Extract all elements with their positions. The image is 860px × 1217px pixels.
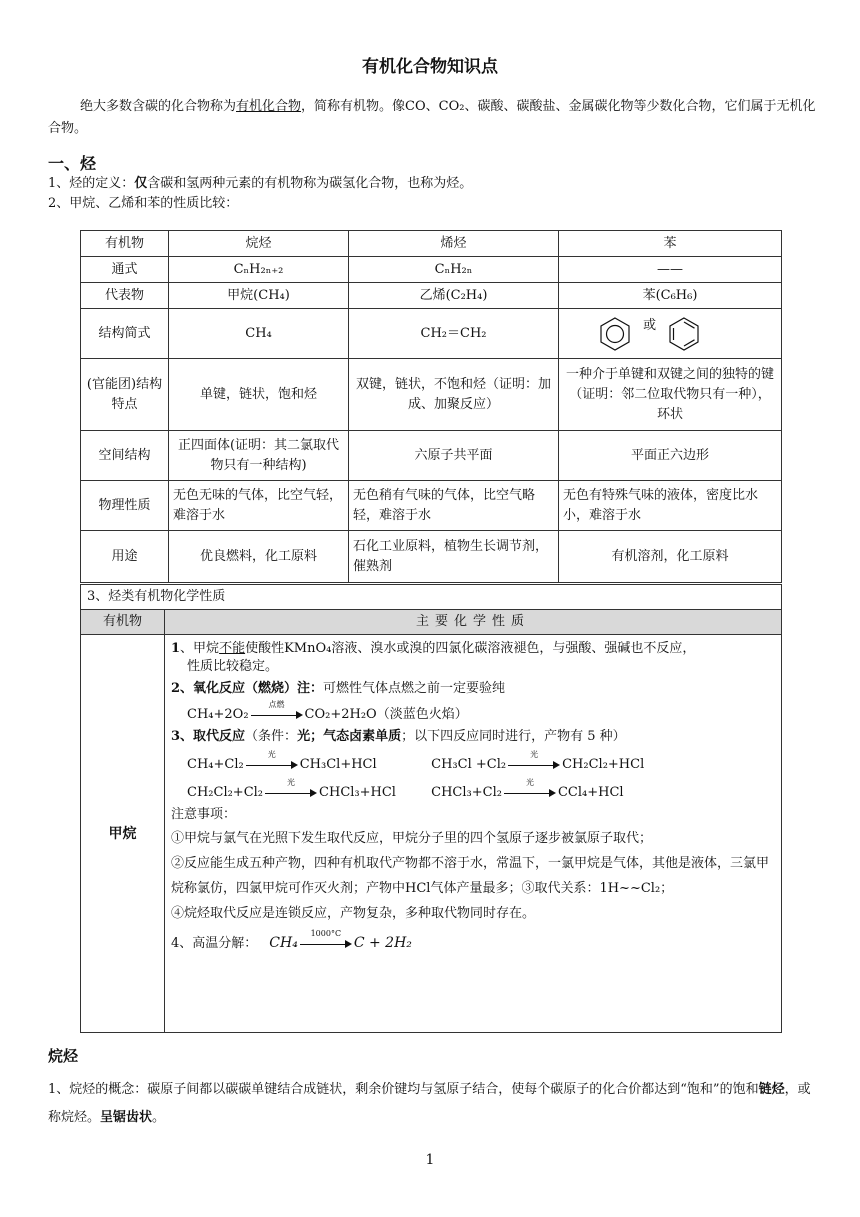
table-row	[81, 283, 782, 309]
def-text: 含碳和氢两种元素的有机物称为碳氢化合物，也称为烃。	[147, 176, 473, 191]
table-row	[81, 309, 782, 359]
table-cell: ——	[559, 257, 782, 283]
arrow-condition: 点燃	[268, 699, 285, 709]
equation	[187, 777, 427, 804]
p3-text: （条件：	[245, 729, 298, 744]
eq-left: CH₃Cl +Cl₂	[431, 757, 507, 772]
table-cell: 平面正六边形	[559, 431, 782, 481]
row-label: 结构简式	[81, 309, 169, 359]
property-4	[171, 928, 775, 955]
chemical-properties-table	[80, 584, 782, 1033]
table-cell: 甲烷(CH₄)	[169, 283, 349, 309]
eq-right: CHCl₃+HCl	[319, 785, 396, 800]
alkane-text-2: ，或称烷烃。	[48, 1082, 811, 1125]
header-cell: 烯烃	[349, 231, 559, 257]
arrow-condition: 光	[525, 777, 534, 787]
arrow-condition: 光	[530, 749, 539, 759]
header-cell: 主要化学性质	[165, 610, 782, 635]
p2-text: 可燃性气体点燃之前一定要验纯	[323, 681, 506, 696]
reaction-arrow-icon	[246, 749, 298, 771]
table-row	[81, 531, 782, 583]
table-row	[81, 359, 782, 431]
p1-text: 、甲烷	[180, 641, 220, 656]
row-label: 物理性质	[81, 481, 169, 531]
benzene-structure-cell	[559, 309, 782, 359]
p1-underline: 不能	[219, 641, 246, 656]
table-cell: 乙烯(C₂H₄)	[349, 283, 559, 309]
table-cell: 一种介于单键和双键之间的独特的键（证明：邻二位取代物只有一种），环状	[559, 359, 782, 431]
intro-text-end: ，简称有机物。像CO、CO₂、碳酸、碳酸盐、金属碳化物等少数化合物，它们属于无机化合物。	[48, 99, 816, 136]
header-cell: 烷烃	[169, 231, 349, 257]
def-emphasis: 仅	[134, 176, 148, 191]
table-cell: CH₄	[169, 309, 349, 359]
equation	[431, 749, 671, 776]
page-number: 1	[425, 1152, 435, 1168]
def-label: 1、烃的定义：	[48, 176, 135, 191]
header-cell: 苯	[559, 231, 782, 257]
intro-text: 绝大多数含碳的化合物称为	[80, 99, 237, 114]
table-row	[81, 257, 782, 283]
notes-title: 注意事项：	[171, 807, 237, 822]
row-label: 通式	[81, 257, 169, 283]
p4-label: 4、高温分解：	[171, 936, 258, 951]
p1-text-2: 使酸性KMnO₄溶液、溴水或溴的四氯化碳溶液褪色，与强酸、强碱也不反应，	[245, 641, 696, 656]
or-label: 或	[643, 317, 657, 333]
table-cell: CH₂＝CH₂	[349, 309, 559, 359]
p1-number: 1	[171, 641, 181, 656]
note-item: ①甲烷与氯气在光照下发生取代反应，甲烷分子里的四个氢原子逐步被氯原子取代；	[171, 831, 653, 846]
equation-combustion	[171, 699, 775, 726]
eq-right: CO₂+2H₂O（淡蓝色火焰）	[304, 707, 468, 722]
alkane-text-3: 。	[152, 1110, 166, 1125]
reaction-arrow-icon	[300, 928, 352, 950]
p2-label: 2、氧化反应（燃烧）注：	[171, 681, 324, 696]
eq-right: CH₃Cl+HCl	[299, 757, 377, 772]
p3-label: 3、取代反应	[171, 729, 246, 744]
table-cell: 有机溶剂，化工原料	[559, 531, 782, 583]
intro-term: 有机化合物	[236, 99, 302, 114]
table-cell: 石化工业原料，植物生长调节剂，催熟剂	[349, 531, 559, 583]
reaction-arrow-icon	[265, 777, 317, 799]
table-cell: 无色稍有气味的气体，比空气略轻，难溶于水	[349, 481, 559, 531]
arrow-condition: 1000°C	[310, 928, 342, 938]
table-row	[81, 481, 782, 531]
equation-row-1	[171, 749, 775, 776]
benzene-ring-icon	[597, 316, 633, 352]
table-cell: CₙH₂ₙ₊₂	[169, 257, 349, 283]
intro-paragraph	[48, 96, 816, 140]
properties-cell	[165, 635, 782, 1033]
eq-right: CH₂Cl₂+HCl	[562, 757, 645, 772]
arrow-condition: 光	[267, 749, 276, 759]
eq-left: CH₂Cl₂+Cl₂	[187, 785, 264, 800]
property-3	[171, 726, 775, 748]
section-label: 3、烃类有机物化学性质	[81, 585, 782, 610]
row-label: (官能团)结构特点	[81, 359, 169, 431]
table-cell: 正四面体(证明：其二氯取代物只有一种结构)	[169, 431, 349, 481]
table-cell: 无色无味的气体，比空气轻，难溶于水	[169, 481, 349, 531]
section-heading-hydrocarbon: 一、烃	[48, 154, 97, 173]
section-heading-alkane: 烷烃	[48, 1047, 79, 1065]
table-row	[81, 635, 782, 1033]
eq-left: CHCl₃+Cl₂	[431, 785, 502, 800]
reaction-arrow-icon	[251, 699, 303, 721]
row-label: 甲烷	[81, 635, 165, 1033]
header-cell: 有机物	[81, 610, 165, 635]
table-cell: 苯(C₆H₆)	[559, 283, 782, 309]
p3-condition: 光；气态卤素单质	[297, 729, 402, 744]
page-title: 有机化合物知识点	[362, 57, 498, 77]
table-cell: CₙH₂ₙ	[349, 257, 559, 283]
alkane-text: 1、烷烃的概念：碳原子间都以碳碳单键结合成链状，剩余价键均与氢原子结合，使每个碳原子的化合价都达到“饱和”的饱和	[48, 1082, 759, 1097]
eq-left: CH₄+Cl₂	[187, 757, 244, 772]
property-1-cont: 性质比较稳定。	[187, 659, 279, 674]
table-cell: 双键，链状，不饱和烃（证明：加成、加聚反应）	[349, 359, 559, 431]
header-cell: 有机物	[81, 231, 169, 257]
table-header-row	[81, 231, 782, 257]
table-header-row	[81, 610, 782, 635]
note-item: ④烷烃取代反应是连锁反应，产物复杂，多种取代物同时存在。	[171, 906, 536, 921]
section-label-row	[81, 585, 782, 610]
table-cell: 优良燃料，化工原料	[169, 531, 349, 583]
definition-line	[48, 174, 828, 194]
comparison-table	[80, 230, 782, 583]
reaction-arrow-icon	[508, 749, 560, 771]
kekule-benzene-icon	[666, 316, 702, 352]
table-cell: 六原子共平面	[349, 431, 559, 481]
eq-right: C + 2H₂	[353, 935, 412, 951]
row-label: 空间结构	[81, 431, 169, 481]
arrow-condition: 光	[287, 777, 296, 787]
eq-left: CH₄+2O₂	[187, 707, 249, 722]
eq-left: CH₄	[269, 935, 298, 951]
compare-line: 2、甲烷、乙烯和苯的性质比较：	[48, 196, 239, 211]
alkane-bold: 链烃	[758, 1082, 785, 1097]
table-cell: 无色有特殊气味的液体，密度比水小，难溶于水	[559, 481, 782, 531]
equation	[431, 777, 671, 804]
alkane-definition	[48, 1076, 818, 1132]
row-label: 代表物	[81, 283, 169, 309]
eq-right: CCl₄+HCl	[557, 785, 624, 800]
property-2	[171, 678, 775, 700]
table-cell: 单键，链状，饱和烃	[169, 359, 349, 431]
note-item: ②反应能生成五种产物，四种有机取代产物都不溶于水，常温下，一氯甲烷是气体，其他是液体，三氯甲烷称氯仿，四氯甲烷可作灭火剂；产物中HCl气体产量最多；③取代关系：1H~~Cl₂；	[171, 856, 770, 896]
alkane-bold-2: 呈锯齿状	[100, 1110, 153, 1125]
p3-text-2: ；以下四反应同时进行，产物有 5 种）	[401, 729, 626, 744]
equation	[187, 749, 427, 776]
table-row	[81, 431, 782, 481]
equation-row-2	[171, 777, 775, 804]
row-label: 用途	[81, 531, 169, 583]
reaction-arrow-icon	[504, 777, 556, 799]
